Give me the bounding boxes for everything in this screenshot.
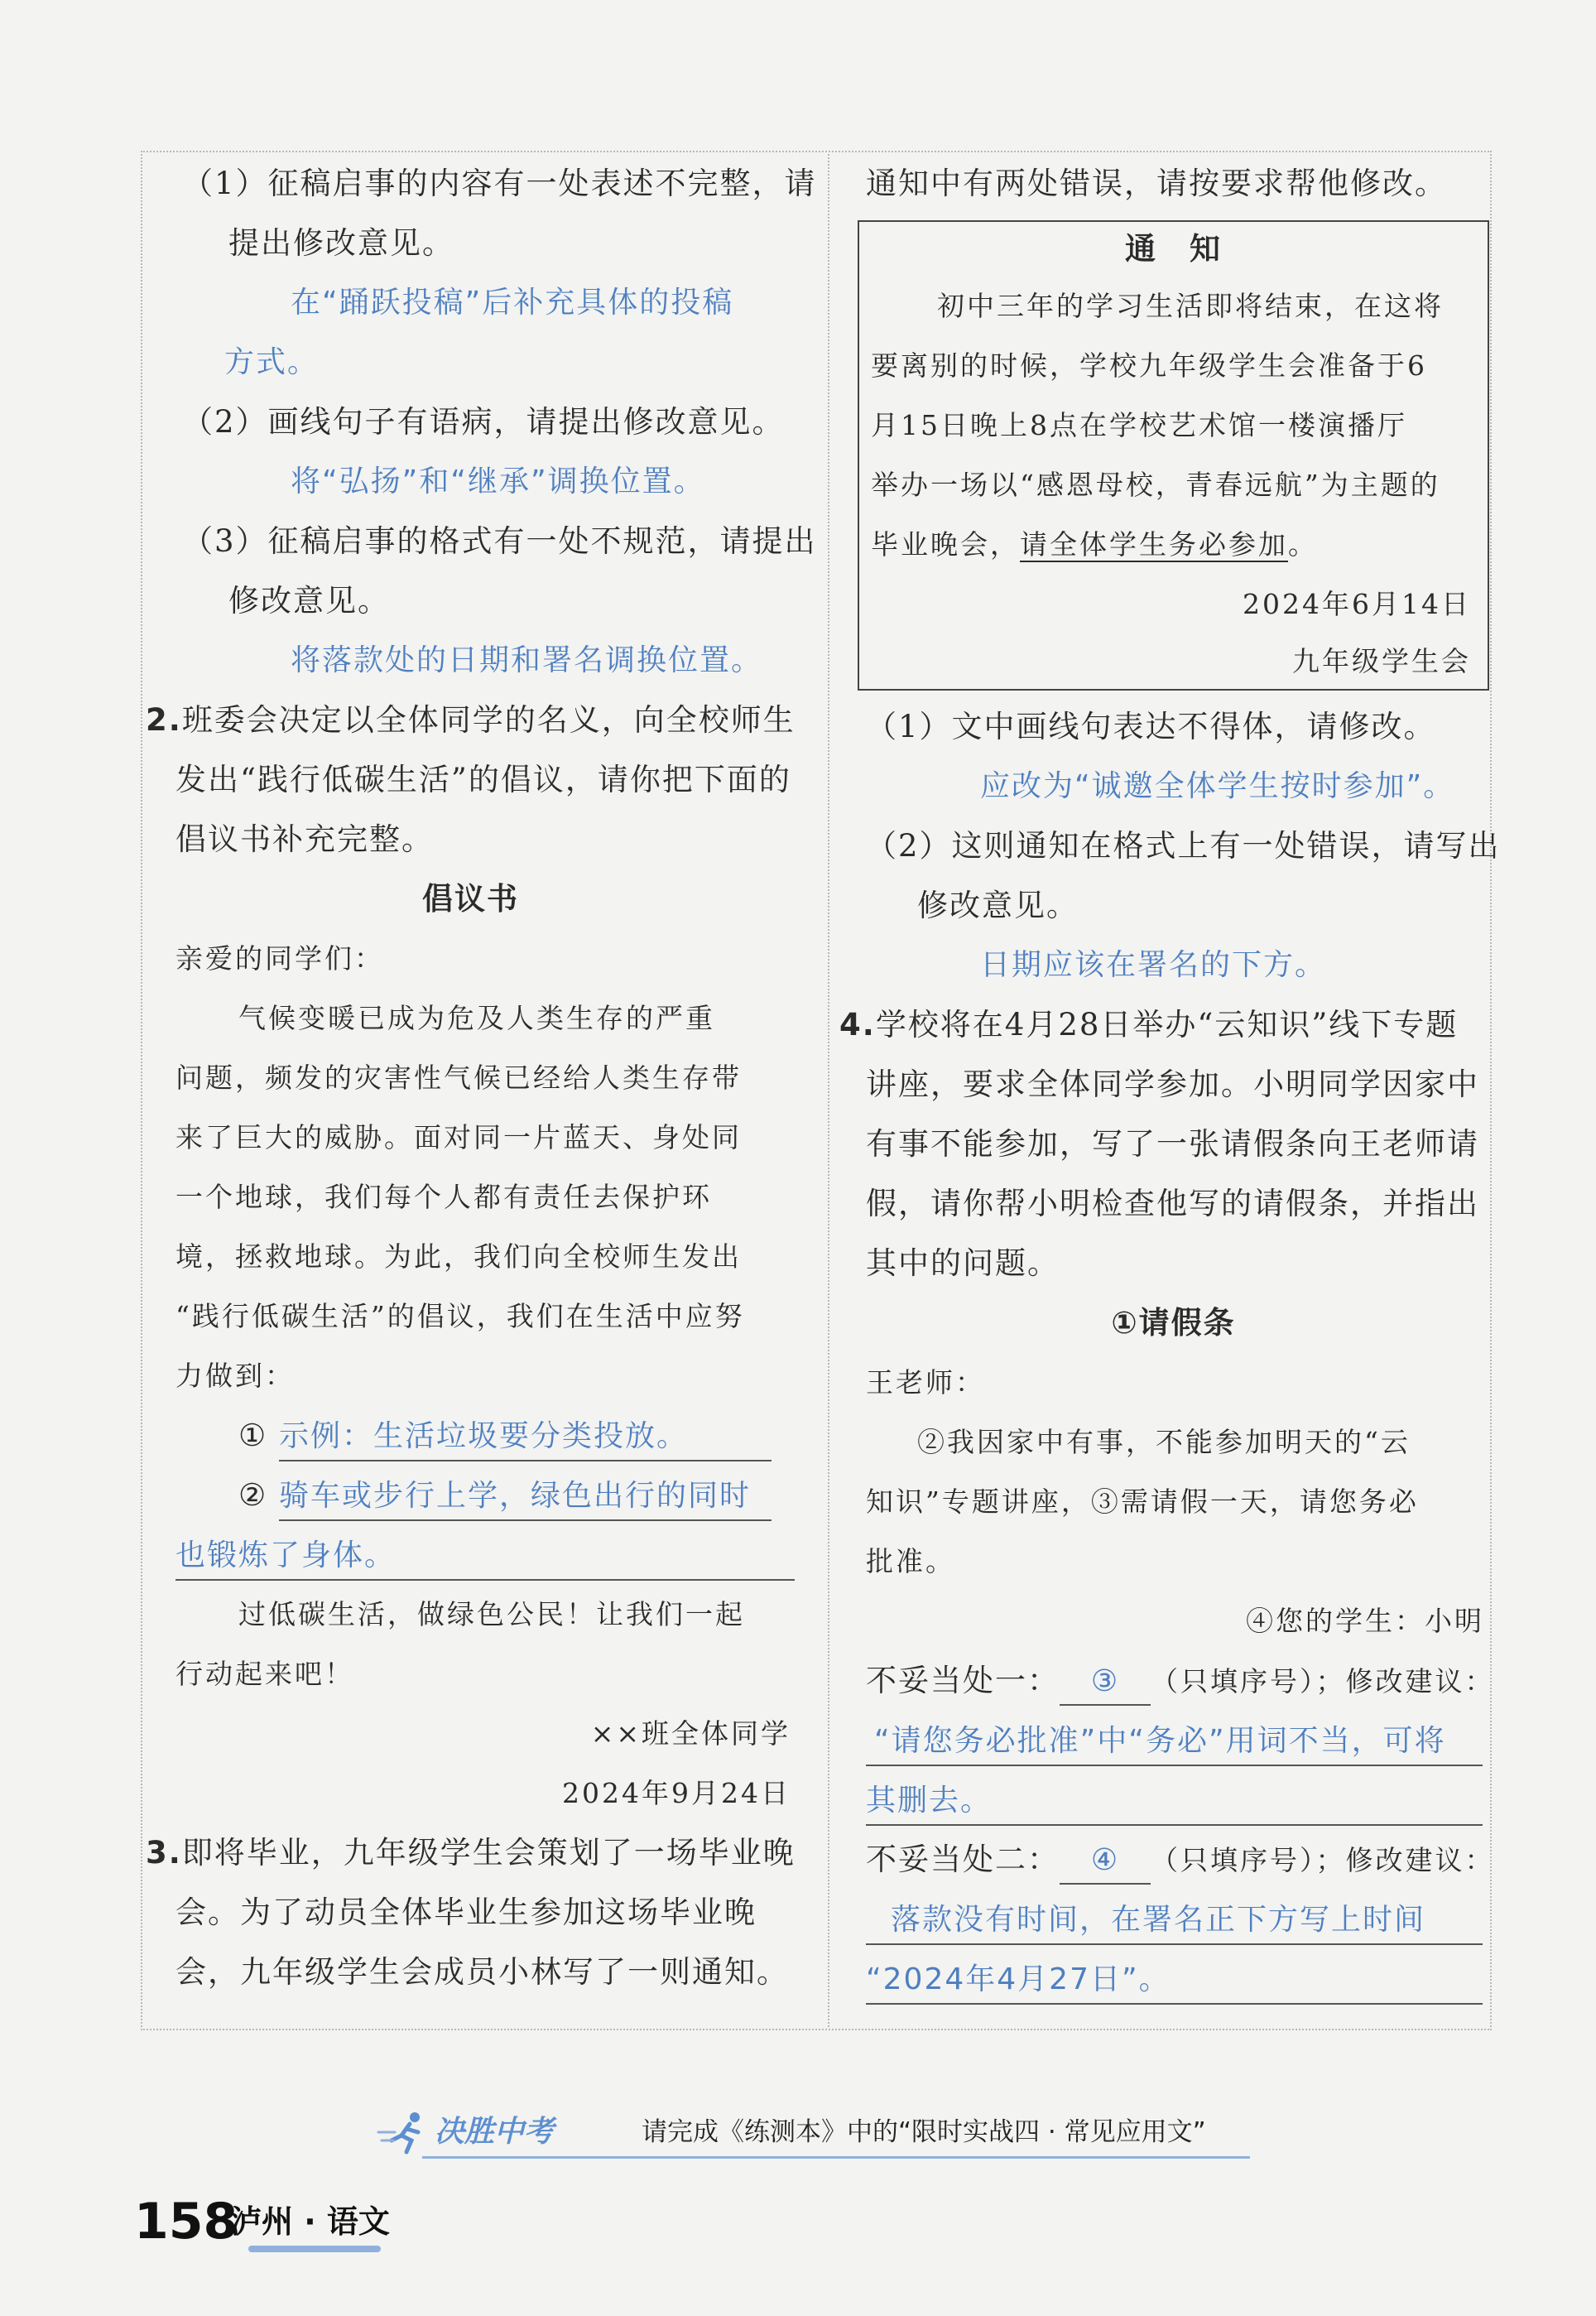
notice-signature: 九年级学生会 [1292, 645, 1471, 677]
proposal-body-line: “践行低碳生活”的倡议，我们在生活中应努 [175, 1300, 745, 1332]
notice-body-line: 要离别的时候，学校九年级学生会准备于6 [871, 349, 1427, 382]
proposal-item-2 [146, 1466, 796, 1525]
column-divider [828, 154, 829, 2027]
proposal-body-line: 境，拯救地球。为此，我们向全校师生发出 [175, 1240, 742, 1273]
leave-note-signature: ④您的学生：小明 [1246, 1605, 1484, 1637]
proposal-closing: 过低碳生活，做绿色公民！让我们一起 [238, 1598, 745, 1630]
leave-note-body-line: ②我因家中有事，不能参加明天的“云 [917, 1426, 1411, 1458]
problem-1-answer-line [858, 1770, 1489, 1830]
question-4-line: 假，请你帮小明检查他写的请假条，并指出 [866, 1186, 1479, 1221]
problem-1-answer-line [858, 1711, 1489, 1770]
question-4-text: 学校将在4月28日举办“云知识”线下专题 [875, 1007, 1459, 1042]
proposal-greeting: 亲爱的同学们： [175, 942, 384, 975]
left-column [146, 154, 817, 2002]
question-4-line: 讲座，要求全体同学参加。小明同学因家中 [866, 1067, 1479, 1102]
notice-date: 2024年6月14日 [1243, 588, 1471, 620]
problem-2-blank: ④ [1060, 1838, 1151, 1885]
notice-underlined-sentence: 请全体学生务必参加 [1020, 528, 1288, 561]
leave-note-body-line: 知识”专题讲座，③需请假一天，请您务必 [866, 1485, 1419, 1518]
question-4-line: 其中的问题。 [866, 1245, 1060, 1281]
question-1-3: （3）征稿启事的格式有一处不规范，请提出 [182, 523, 817, 559]
proposal-body-line: 力做到： [175, 1360, 295, 1392]
notice-box [858, 220, 1489, 691]
notice-text: 毕业晚会， [871, 528, 1020, 561]
footer-instruction: 请完成《练测本》中的“限时实战四 · 常见应用文” [642, 2117, 1206, 2147]
problem-1-blank: ③ [1060, 1659, 1151, 1706]
proposal-title: 倡议书 [422, 881, 519, 917]
question-1-1: （1）征稿启事的内容有一处表述不完整，请 [182, 166, 817, 201]
question-number: 4. [839, 1007, 876, 1042]
question-2-line-3: 倡议书补充完整。 [175, 821, 434, 857]
problem-2-answer-line [858, 1949, 1489, 2009]
question-4 [839, 995, 1489, 1055]
question-number: 3. [146, 1835, 182, 1871]
item-2-answer-cont: 也锻炼了身体。 [175, 1533, 795, 1581]
problem-2-line [858, 1830, 1495, 1890]
proposal-item-1 [146, 1406, 796, 1466]
question-1-1-cont: 提出修改意见。 [228, 225, 454, 261]
leave-note-greeting: 王老师： [866, 1366, 985, 1399]
notice-text: 。 [1288, 528, 1318, 561]
problem-label: 不妥当处一： [866, 1663, 1060, 1698]
question-4-line: 有事不能参加，写了一张请假条向王老师请 [866, 1126, 1479, 1162]
question-3-line-3: 会，九年级学生会成员小林写了一则通知。 [175, 1954, 789, 1990]
question-number: 2. [146, 702, 182, 738]
question-3-line-4: 通知中有两处错误，请按要求帮他修改。 [866, 166, 1447, 201]
item-marker: ② [238, 1477, 268, 1513]
answer-3-2: 日期应该在署名的下方。 [980, 948, 1327, 982]
notice-body-line: 初中三年的学习生活即将结束，在这将 [937, 290, 1444, 322]
footer-logo: 决胜中考 [435, 2115, 555, 2149]
problem-2-suggestion-cont: “2024年4月27日”。 [866, 1957, 1483, 2005]
answer-3-1: 应改为“诚邀全体学生按时参加”。 [980, 769, 1455, 803]
problem-label: 不妥当处二： [866, 1842, 1060, 1877]
question-2 [146, 691, 796, 750]
notice-title: 通 知 [1125, 231, 1222, 267]
problem-instruction: （只填序号）；修改建议： [1151, 1844, 1495, 1876]
notice-body-line: 月15日晚上8点在学校艺术馆一楼演播厅 [871, 409, 1407, 441]
problem-2-suggestion: 落款没有时间，在署名正下方写上时间 [866, 1897, 1483, 1945]
answer-1-1-cont: 方式。 [224, 345, 320, 379]
proposal-body-line: 来了巨大的威胁。面对同一片蓝天、身处同 [175, 1121, 742, 1153]
item-2-answer: 骑车或步行上学，绿色出行的同时 [279, 1473, 772, 1521]
answer-1-2: 将“弘扬”和“继承”调换位置。 [291, 465, 705, 498]
page-swoosh [248, 2246, 381, 2252]
problem-2-answer-line [858, 1890, 1489, 1949]
question-3 [146, 1823, 796, 1883]
book-title: 泸州 · 语文 [230, 2203, 390, 2240]
question-1-3-cont: 修改意见。 [228, 583, 390, 619]
answer-1-3: 将落款处的日期和署名调换位置。 [291, 643, 763, 677]
leave-note-title: ①请假条 [1111, 1305, 1236, 1341]
proposal-date: 2024年9月24日 [562, 1777, 791, 1809]
question-2-text: 班委会决定以全体同学的名义，向全校师生 [181, 702, 796, 738]
proposal-body-line: 气候变暖已成为危及人类生存的严重 [238, 1002, 715, 1034]
proposal-signature: ××班全体同学 [590, 1717, 791, 1750]
question-3-line-2: 会。为了动员全体毕业生参加这场毕业晚 [175, 1895, 757, 1930]
problem-1-suggestion-cont: 其删去。 [866, 1778, 1483, 1826]
proposal-closing-cont: 行动起来吧！ [175, 1658, 354, 1690]
question-3-1: （1）文中画线句表达不得体，请修改。 [866, 709, 1436, 744]
page-number: 158 [134, 2193, 238, 2251]
notice-body-line [871, 515, 1476, 575]
answer-1-1: 在“踊跃投稿”后补充具体的投稿 [291, 286, 734, 320]
problem-1-line [858, 1651, 1495, 1711]
proposal-body-line: 问题，频发的灾害性气候已经给人类生存带 [175, 1062, 742, 1094]
item-marker: ① [238, 1418, 268, 1453]
proposal-body-line: 一个地球，我们每个人都有责任去保护环 [175, 1181, 712, 1213]
question-3-2-cont: 修改意见。 [917, 888, 1079, 923]
notice-body-line: 举办一场以“感恩母校，青春远航”为主题的 [871, 469, 1440, 501]
question-2-line-2: 发出“践行低碳生活”的倡议，请你把下面的 [175, 762, 791, 797]
item-1-answer: 示例：生活垃圾要分类投放。 [279, 1413, 772, 1461]
leave-note-body-line: 批准。 [866, 1545, 955, 1577]
right-column [839, 154, 1501, 2009]
proposal-item-2-cont [146, 1525, 796, 1585]
problem-1-suggestion: “请您务必批准”中“务必”用词不当，可将 [866, 1718, 1483, 1766]
question-1-2: （2）画线句子有语病，请提出修改意见。 [182, 404, 785, 440]
footer-rule [422, 2156, 1250, 2159]
question-3-2: （2）这则通知在格式上有一处错误，请写出 [866, 828, 1501, 864]
question-3-text: 即将毕业，九年级学生会策划了一场毕业晚 [181, 1835, 796, 1871]
problem-instruction: （只填序号）；修改建议： [1151, 1665, 1495, 1697]
